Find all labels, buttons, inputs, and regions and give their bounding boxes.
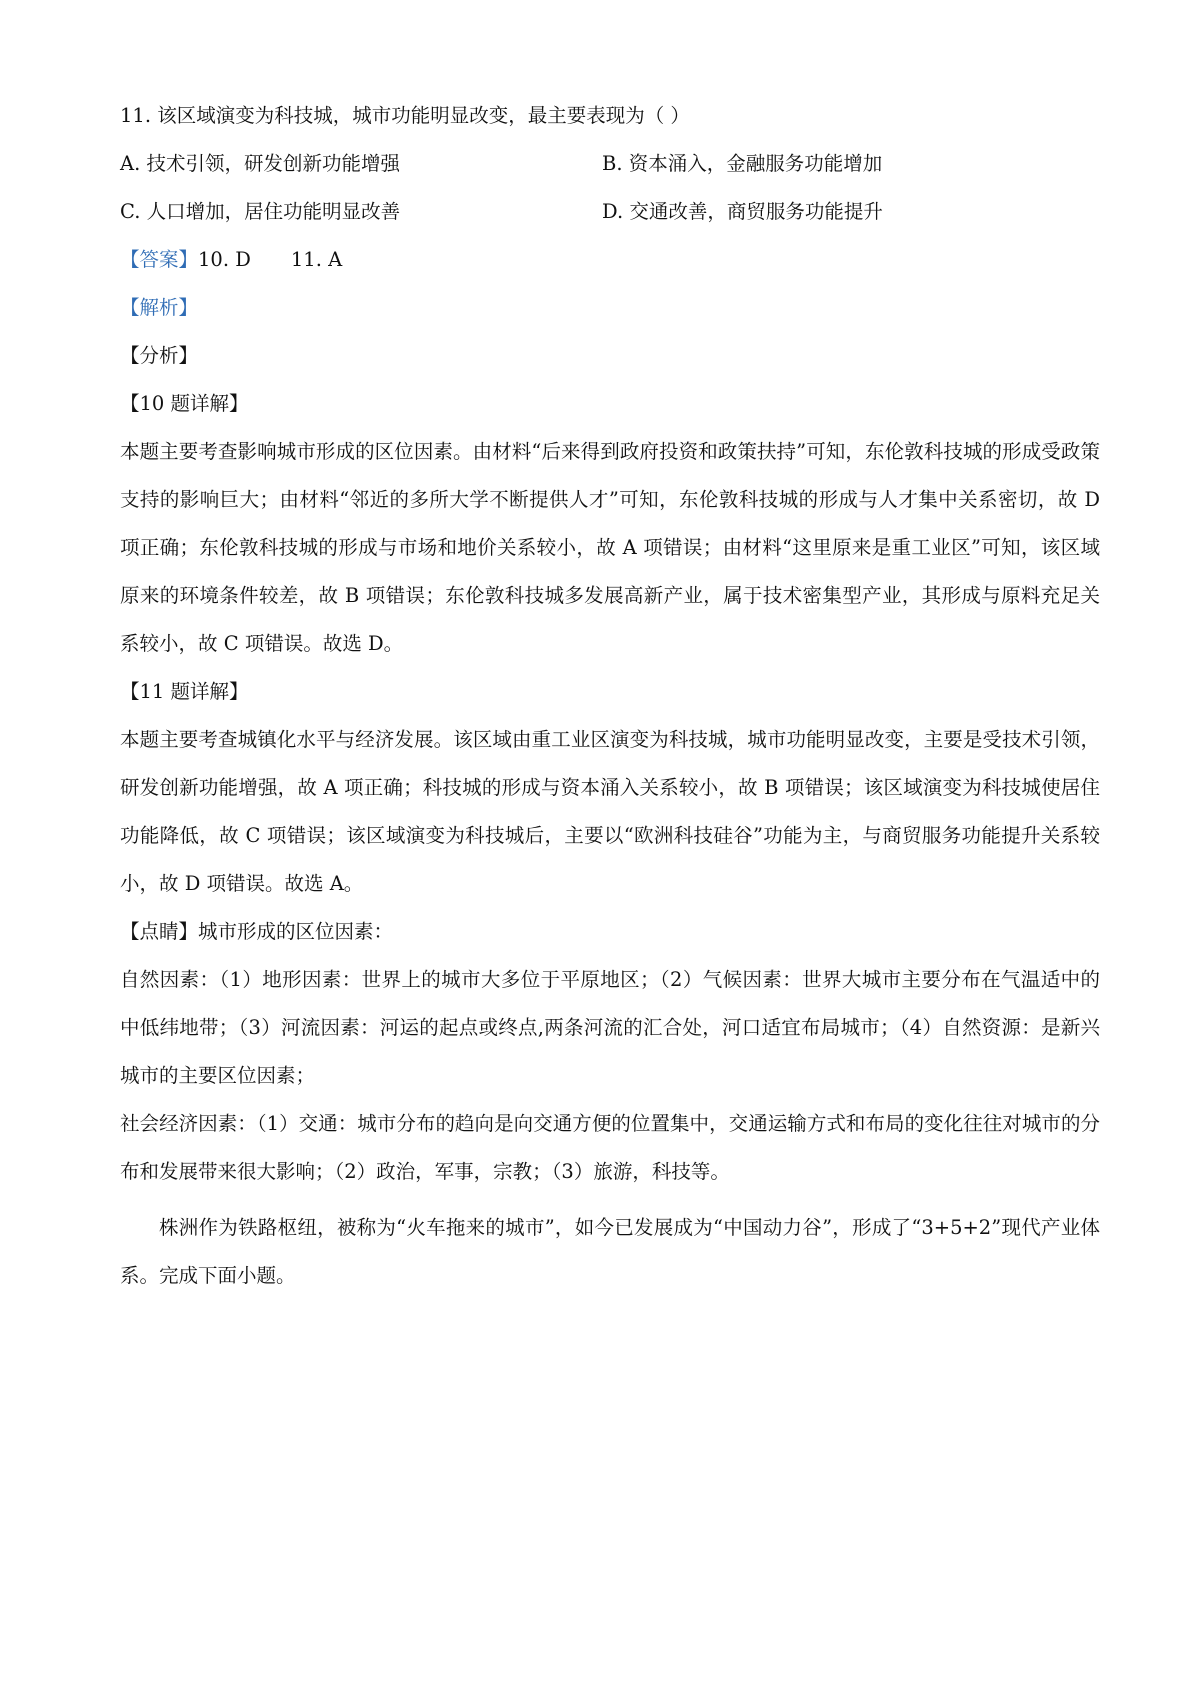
option-d: D. 交通改善，商贸服务功能提升 xyxy=(602,200,883,223)
analysis-label: 【解析】 xyxy=(120,296,199,319)
question-11-options-row-1 xyxy=(120,140,1100,188)
dianjing-label: 【点睛】 xyxy=(120,920,199,943)
next-question-intro: 株洲作为铁路枢纽，被称为“火车拖来的城市”，如今已发展成为“中国动力谷”，形成了“3+5+2”现代产业体系。完成下面小题。 xyxy=(120,1216,1100,1287)
fenxi-label: 【分析】 xyxy=(120,344,199,367)
dianjing-line xyxy=(120,908,1100,956)
q10-detail-heading: 【10 题详解】 xyxy=(120,392,249,415)
option-b: B. 资本涌入，金融服务功能增加 xyxy=(602,152,883,175)
q11-detail-heading: 【11 题详解】 xyxy=(120,680,249,703)
dianjing-title: 城市形成的区位因素： xyxy=(198,920,394,943)
document-content xyxy=(120,92,1100,1300)
answer-line xyxy=(120,236,1100,284)
answer-11: 11. A xyxy=(290,248,343,271)
q10-detail-text: 本题主要考查影响城市形成的区位因素。由材料“后来得到政府投资和政策扶持”可知，东伦敦科技城的形成受政策支持的影响巨大；由材料“邻近的多所大学不断提供人才”可知，东伦敦科技城的形成与人才集中关系密切，故 D 项正确；东伦敦科技城的形成与市场和地价关系较小，故 A 项错误；由材料“这里原来是重工业区”可知，该区域原来的环境条件较差，故 B 项错误；东伦敦科技城多发展高新产业，属于技术密集型产业，其形成与原料充足关系较小，故 C 项错误。故选 D。 xyxy=(120,440,1100,655)
social-factors-text: 社会经济因素：（1）交通：城市分布的趋向是向交通方便的位置集中，交通运输方式和布局的变化往往对城市的分布和发展带来很大影响；（2）政治，军事，宗教；（3）旅游，科技等。 xyxy=(120,1112,1100,1183)
question-11-stem: 11. 该区域演变为科技城，城市功能明显改变，最主要表现为（ ） xyxy=(120,104,690,127)
natural-factors-text: 自然因素：（1）地形因素：世界上的城市大多位于平原地区；（2）气候因素：世界大城市主要分布在气温适中的中低纬地带；（3）河流因素：河运的起点或终点,两条河流的汇合处，河口适宜布局城市；（4）自然资源：是新兴城市的主要区位因素； xyxy=(120,968,1100,1087)
answer-10: 10. D xyxy=(198,248,251,271)
q11-detail-text: 本题主要考查城镇化水平与经济发展。该区域由重工业区演变为科技城，城市功能明显改变，主要是受技术引领，研发创新功能增强，故 A 项正确；科技城的形成与资本涌入关系较小，故 B 项错误；该区域演变为科技城使居住功能降低，故 C 项错误；该区域演变为科技城后，主要以“欧洲科技硅谷”功能为主，与商贸服务功能提升关系较小，故 D 项错误。故选 A。 xyxy=(120,728,1100,895)
answer-label: 【答案】 xyxy=(120,248,199,271)
option-a: A. 技术引领，研发创新功能增强 xyxy=(120,152,400,175)
option-c: C. 人口增加，居住功能明显改善 xyxy=(120,200,401,223)
question-11-options-row-2 xyxy=(120,188,1100,236)
